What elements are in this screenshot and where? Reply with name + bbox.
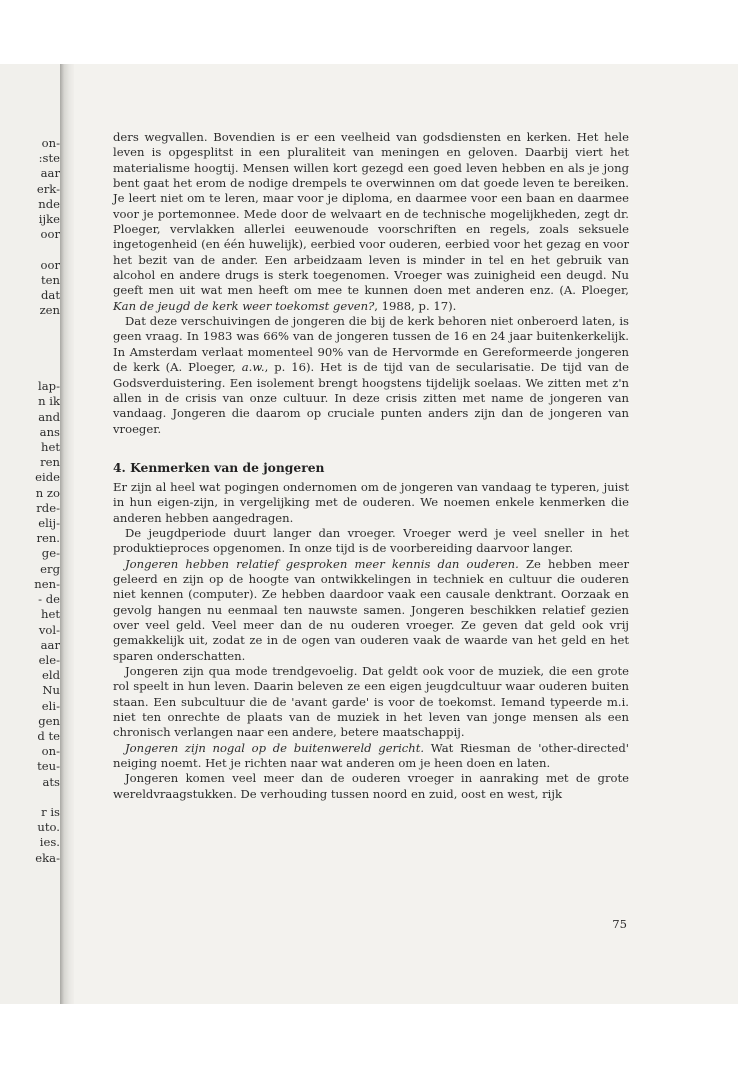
citation-title: Kan de jeugd de kerk weer toekomst geven? — [113, 298, 375, 313]
paragraph: ders wegvallen. Bovendien is er een veelheid van godsdiensten en kerken. Het hele leven is opgesplitst in een pluraliteit van meningen en geloven. Daarbij viert het materialisme hoogtij. Mensen willen kort gezegd een goed leven hebben en als je jong bent gaat het erom de nodige drempels te overwinnen om dat goede leven te bereiken. Je leert niet om te leren, maar voor je diploma, en daarmee voor een baan en daarmee voor je portemonnee. Mede door de welvaart en de technische mogelijkheden, zegt dr. Ploeger, vervlakken allerlei eeuwenoude voorschriften en regels, zoals seksuele ingetogenheid (en één huwelijk), eerbied voor ouderen, eerbied voor het gezag en voor het bezit van de ander. Een arbeidzaam leven is minder in tel en het gebruik van alcohol en andere drugs is sterk toegenomen. Vroeger was zuinigheid een deugd. Nu geeft men uit wat men heeft om mee te kunnen doen met anderen enz. (A. Ploeger, Kan de jeugd de kerk weer toekomst geven?, 1988, p. 17). — [113, 130, 629, 313]
page-number: 75 — [612, 917, 627, 931]
paragraph: Er zijn al heel wat pogingen ondernomen om de jongeren van vandaag te typeren, juist in hun eigen-zijn, in vergelijking met de ouderen. We noemen enkele kenmerken die anderen hebben aangedragen. — [113, 479, 629, 525]
left-page-text-fragments: on- :ste aar erk- nde ijke oor oor ten dat zen lap- n ik and ans het ren eide n zo rde- elij- ren. ge- erg nen- - de het vol- aar ele- eld Nu eli- gen d te on- teu- ats r is uto. ies. eka- — [34, 136, 60, 865]
main-text-column — [113, 130, 629, 802]
paragraph: Dat deze verschuivingen de jongeren die bij de kerk behoren niet onberoerd laten, is geen vraag. In 1983 was 66% van de jongeren tussen de 16 en 24 jaar buitenkerkelijk. In Amsterdam verlaat momenteel 90% van de Hervormde en Gereformeerde jongeren de kerk (A. Ploeger, a.w., p. 16). Het is de tijd van de secularisatie. De tijd van de Godsverduistering. Een isolement brengt hoogstens tijdelijk soelaas. We zitten met z'n allen in de crisis van onze cultuur. In deze crisis zitten met name de jongeren van vandaag. Jongeren die daarom op cruciale punten anders zijn dan de jongeren van vroeger. — [113, 314, 629, 436]
paragraph: Jongeren zijn qua mode trendgevoelig. Dat geldt ook voor de muziek, die een grote rol speelt in hun leven. Daarin beleven ze een eigen jeugdcultuur waar ouderen buiten staan. Een subcultuur die de 'avant garde' is voor de toekomst. Iemand typeerde m.i. niet ten onrechte de plaats van de muziek in het leven van jonge mensen als een chronisch verlangen naar een andere, betere maatschappij. — [113, 664, 629, 740]
paragraph: Jongeren komen veel meer dan de ouderen vroeger in aanraking met de grote wereldvraagstukken. De verhouding tussen noord en zuid, oost en west, rijk — [113, 771, 629, 801]
left-page-edge — [0, 64, 62, 1004]
book-gutter — [60, 64, 74, 1004]
citation-abbrev: a.w. — [241, 360, 265, 375]
paragraph: De jeugdperiode duurt langer dan vroeger. Vroeger werd je veel sneller in het produktieproces opgenomen. In onze tijd is de voorbereiding daarvoor langer. — [113, 525, 629, 556]
paragraph: Jongeren zijn nogal op de buitenwereld gericht. Wat Riesman de 'other-directed' neiging noemt. Het je richten naar wat anderen om je heen doen en laten. — [113, 740, 629, 771]
book-page-spread — [0, 64, 738, 1004]
paragraph: Jongeren hebben relatief gesproken meer kennis dan ouderen. Ze hebben meer geleerd en zijn op de hoogte van ontwikkelingen in techniek en cultuur die ouderen niet kennen (computer). Ze hebben daardoor vaak een causale denktrant. Oorzaak en gevolg hangen nu eenmaal ten nauwste samen. Jongeren beschikken relatief gezien over veel geld. Veel meer dan de nu ouderen vroeger. Ze geven dat geld ook vrij gemakkelijk uit, zodat ze in de ogen van ouderen vaak de waarde van het geld en het sparen onderschatten. — [113, 556, 629, 663]
section-heading: 4. Kenmerken van de jongeren — [113, 459, 325, 475]
